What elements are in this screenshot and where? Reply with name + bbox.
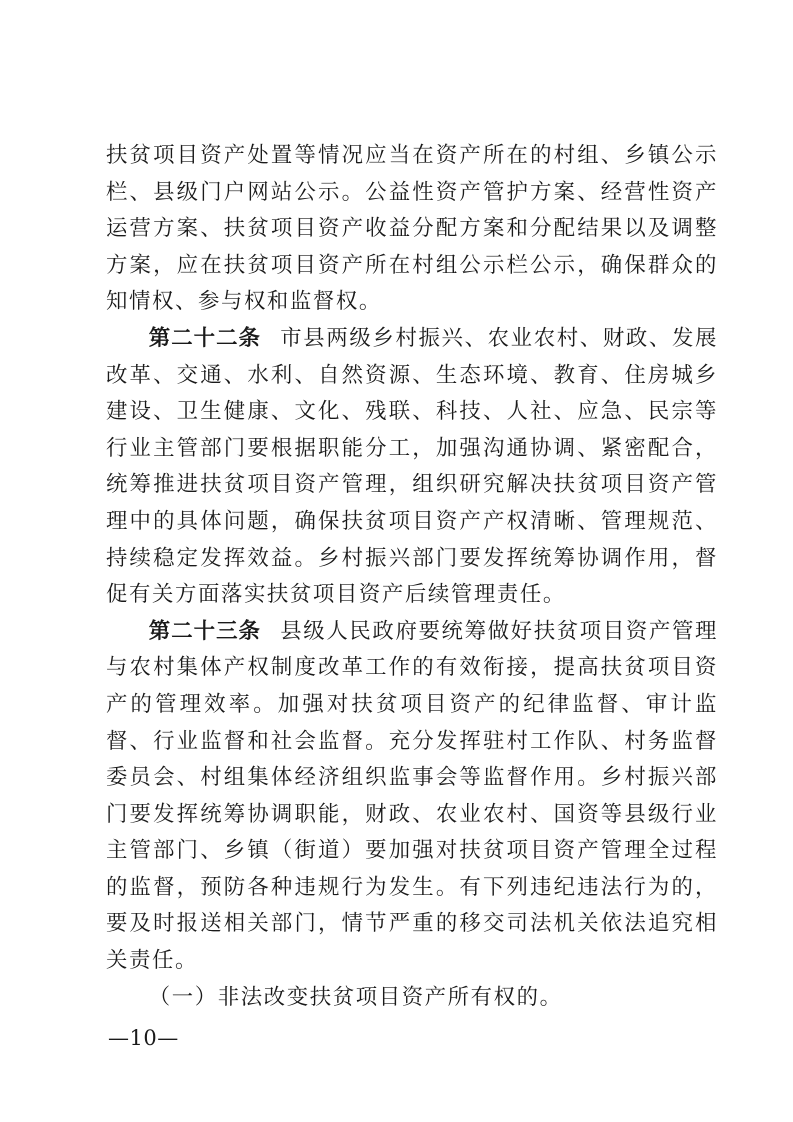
paragraph-text: 扶贫项目资产处置等情况应当在资产所在的村组、乡镇公示栏、县级门户网站公示。公益性资产管护方案、经营性资产运营方案、扶贫项目资产收益分配方案和分配结果以及调整方案，应在扶贫项目资产所在村组公示栏公示，确保群众的知情权、参与权和监督权。 (106, 143, 718, 315)
paragraph-text: 县级人民政府要统筹做好扶贫项目资产管理与农村集体产权制度改革工作的有效衔接，提高扶贫项目资产的管理效率。加强对扶贫项目资产的纪律监督、审计监督、行业监督和社会监督。充分发挥驻村工作队、村务监督委员会、村组集体经济组织监事会等监督作用。乡村振兴部门要发挥统筹协调职能，财政、农业农村、国资等县级行业主管部门、乡镇（街道）要加强对扶贫项目资产管理全过程的监督，预防各种违规行为发生。有下列违纪违法行为的，要及时报送相关部门，情节严重的移交司法机关依法追究相关责任。 (106, 618, 718, 974)
page-number: —10— (108, 1026, 179, 1050)
article-label: 第二十二条 (148, 325, 262, 351)
paragraph-text: （一）非法改变扶贫项目资产所有权的。 (148, 984, 563, 1010)
list-item-paragraph (106, 980, 718, 1017)
document-body (106, 138, 718, 1016)
article-22-paragraph (106, 321, 718, 614)
article-label: 第二十三条 (148, 618, 262, 644)
paragraph-continuation (106, 138, 718, 321)
article-23-paragraph (106, 614, 718, 980)
paragraph-text: 市县两级乡村振兴、农业农村、财政、发展改革、交通、水利、自然资源、生态环境、教育、住房城乡建设、卫生健康、文化、残联、科技、人社、应急、民宗等行业主管部门要根据职能分工，加强沟通协调、紧密配合，统筹推进扶贫项目资产管理，组织研究解决扶贫项目资产管理中的具体问题，确保扶贫项目资产产权清晰、管理规范、持续稳定发挥效益。乡村振兴部门要发挥统筹协调作用，督促有关方面落实扶贫项目资产后续管理责任。 (106, 325, 718, 608)
